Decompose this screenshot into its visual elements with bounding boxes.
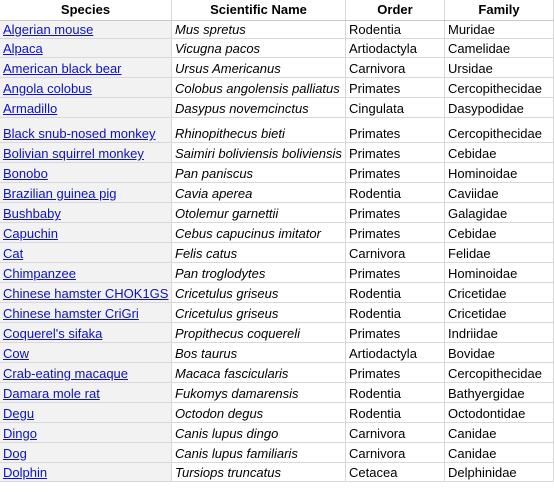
species-link[interactable]: Bushbaby [3, 206, 61, 221]
species-cell [0, 243, 172, 262]
family-cell: Cercopithecidae [445, 78, 554, 97]
table-row [0, 263, 554, 283]
scientific-name-cell: Fukomys damarensis [172, 383, 346, 402]
order-cell: Primates [346, 163, 445, 182]
header-family: Family [445, 0, 554, 20]
order-cell: Carnivora [346, 443, 445, 462]
family-cell: Cebidae [445, 143, 554, 162]
table-row [0, 243, 554, 263]
scientific-name-cell: Canis lupus dingo [172, 423, 346, 442]
species-link[interactable]: Coquerel's sifaka [3, 326, 103, 341]
species-link[interactable]: Alpaca [3, 41, 43, 56]
species-link[interactable]: Black snub-nosed monkey [3, 126, 156, 141]
table-row [0, 58, 554, 78]
table-row [0, 78, 554, 98]
scientific-name-cell: Felis catus [172, 243, 346, 262]
scientific-name-cell: Macaca fascicularis [172, 363, 346, 382]
species-link[interactable]: Crab-eating macaque [3, 366, 129, 381]
family-cell: Bovidae [445, 343, 554, 362]
table-row [0, 383, 554, 403]
scientific-name-cell: Mus spretus [172, 21, 346, 38]
family-cell: Caviidae [445, 183, 554, 202]
order-cell: Primates [346, 323, 445, 342]
order-cell: Cingulata [346, 98, 445, 117]
table-row [0, 143, 554, 163]
table-row [0, 203, 554, 223]
scientific-name-cell: Cavia aperea [172, 183, 346, 202]
order-cell: Artiodactyla [346, 39, 445, 57]
table-body [0, 21, 554, 482]
table-row [0, 98, 554, 118]
order-cell: Rodentia [346, 21, 445, 38]
species-cell [0, 39, 172, 57]
species-cell [0, 323, 172, 342]
species-cell [0, 363, 172, 382]
species-link[interactable]: Dolphin [3, 465, 48, 480]
family-cell: Cercopithecidae [445, 363, 554, 382]
scientific-name-cell: Cricetulus griseus [172, 303, 346, 322]
table-row [0, 443, 554, 463]
table-row [0, 323, 554, 343]
species-cell [0, 343, 172, 362]
table-row [0, 21, 554, 39]
order-cell: Rodentia [346, 403, 445, 422]
order-cell: Carnivora [346, 243, 445, 262]
table-row [0, 303, 554, 323]
scientific-name-cell: Dasypus novemcinctus [172, 98, 346, 117]
table-row [0, 223, 554, 243]
species-cell [0, 263, 172, 282]
scientific-name-cell: Tursiops truncatus [172, 463, 346, 481]
header-order: Order [346, 0, 445, 20]
family-cell: Ursidae [445, 58, 554, 77]
species-cell [0, 203, 172, 222]
family-cell: Cebidae [445, 223, 554, 242]
species-cell [0, 423, 172, 442]
species-link[interactable]: Bonobo [3, 166, 48, 181]
species-link[interactable]: Cow [3, 346, 30, 361]
scientific-name-cell: Pan paniscus [172, 163, 346, 182]
scientific-name-cell: Bos taurus [172, 343, 346, 362]
species-link[interactable]: Cat [3, 246, 24, 261]
species-cell [0, 403, 172, 422]
order-cell: Rodentia [346, 183, 445, 202]
family-cell: Hominoidae [445, 263, 554, 282]
family-cell: Canidae [445, 423, 554, 442]
family-cell: Hominoidae [445, 163, 554, 182]
family-cell: Muridae [445, 21, 554, 38]
order-cell: Carnivora [346, 423, 445, 442]
order-cell: Primates [346, 223, 445, 242]
order-cell: Artiodactyla [346, 343, 445, 362]
scientific-name-cell: Otolemur garnettii [172, 203, 346, 222]
family-cell: Bathyergidae [445, 383, 554, 402]
species-cell [0, 283, 172, 302]
family-cell: Dasypodidae [445, 98, 554, 117]
scientific-name-cell: Cebus capucinus imitator [172, 223, 346, 242]
family-cell: Cricetidae [445, 303, 554, 322]
order-cell: Rodentia [346, 383, 445, 402]
order-cell: Primates [346, 143, 445, 162]
table-row [0, 118, 554, 143]
species-link[interactable]: Dingo [3, 426, 37, 441]
species-cell [0, 163, 172, 182]
table-row [0, 423, 554, 443]
species-link[interactable]: Algerian mouse [3, 22, 94, 37]
species-link[interactable]: Damara mole rat [3, 386, 100, 401]
species-cell [0, 463, 172, 481]
order-cell: Carnivora [346, 58, 445, 77]
order-cell: Rodentia [346, 283, 445, 302]
order-cell: Rodentia [346, 303, 445, 322]
table-row [0, 39, 554, 58]
species-cell [0, 383, 172, 402]
species-link[interactable]: Chinese hamster CHOK1GS [3, 286, 169, 301]
species-link[interactable]: Bolivian squirrel monkey [3, 146, 144, 161]
order-cell: Primates [346, 363, 445, 382]
species-link[interactable]: Brazilian guinea pig [3, 186, 117, 201]
species-link[interactable]: Capuchin [3, 226, 58, 241]
scientific-name-cell: Saimiri boliviensis boliviensis [172, 143, 346, 162]
species-cell [0, 223, 172, 242]
scientific-name-cell: Octodon degus [172, 403, 346, 422]
species-cell [0, 303, 172, 322]
family-cell: Canidae [445, 443, 554, 462]
species-link[interactable]: Angola colobus [3, 81, 92, 96]
table-row [0, 183, 554, 203]
table-row [0, 363, 554, 383]
order-cell: Primates [346, 203, 445, 222]
species-link[interactable]: American black bear [3, 61, 122, 76]
family-cell: Indriidae [445, 323, 554, 342]
scientific-name-cell: Ursus Americanus [172, 58, 346, 77]
species-link[interactable]: Chimpanzee [3, 266, 76, 281]
species-link[interactable]: Chinese hamster CriGri [3, 306, 139, 321]
order-cell: Primates [346, 263, 445, 282]
table-header [0, 0, 554, 21]
header-scientific-name: Scientific Name [172, 0, 346, 20]
order-cell: Primates [346, 78, 445, 97]
family-cell: Camelidae [445, 39, 554, 57]
table-row [0, 403, 554, 423]
family-cell: Octodontidae [445, 403, 554, 422]
scientific-name-cell: Vicugna pacos [172, 39, 346, 57]
table-row [0, 163, 554, 183]
species-cell [0, 21, 172, 38]
scientific-name-cell: Cricetulus griseus [172, 283, 346, 302]
scientific-name-cell: Pan troglodytes [172, 263, 346, 282]
order-cell: Cetacea [346, 463, 445, 481]
scientific-name-cell: Canis lupus familiaris [172, 443, 346, 462]
species-cell [0, 78, 172, 97]
family-cell: Felidae [445, 243, 554, 262]
table-row [0, 463, 554, 482]
species-link[interactable]: Degu [3, 406, 35, 421]
species-cell [0, 443, 172, 462]
scientific-name-cell: Colobus angolensis palliatus [172, 78, 346, 97]
species-link[interactable]: Armadillo [3, 101, 58, 116]
family-cell: Cercopithecidae [445, 118, 554, 142]
table-row [0, 283, 554, 303]
species-link[interactable]: Dog [3, 446, 27, 461]
scientific-name-cell: Propithecus coquereli [172, 323, 346, 342]
species-cell [0, 183, 172, 202]
scientific-name-cell: Rhinopithecus bieti [172, 118, 346, 142]
family-cell: Delphinidae [445, 463, 554, 481]
species-cell [0, 118, 172, 142]
family-cell: Galagidae [445, 203, 554, 222]
species-cell [0, 143, 172, 162]
species-cell [0, 58, 172, 77]
table-row [0, 343, 554, 363]
family-cell: Cricetidae [445, 283, 554, 302]
order-cell: Primates [346, 118, 445, 142]
header-species: Species [0, 0, 172, 20]
species-cell [0, 98, 172, 117]
